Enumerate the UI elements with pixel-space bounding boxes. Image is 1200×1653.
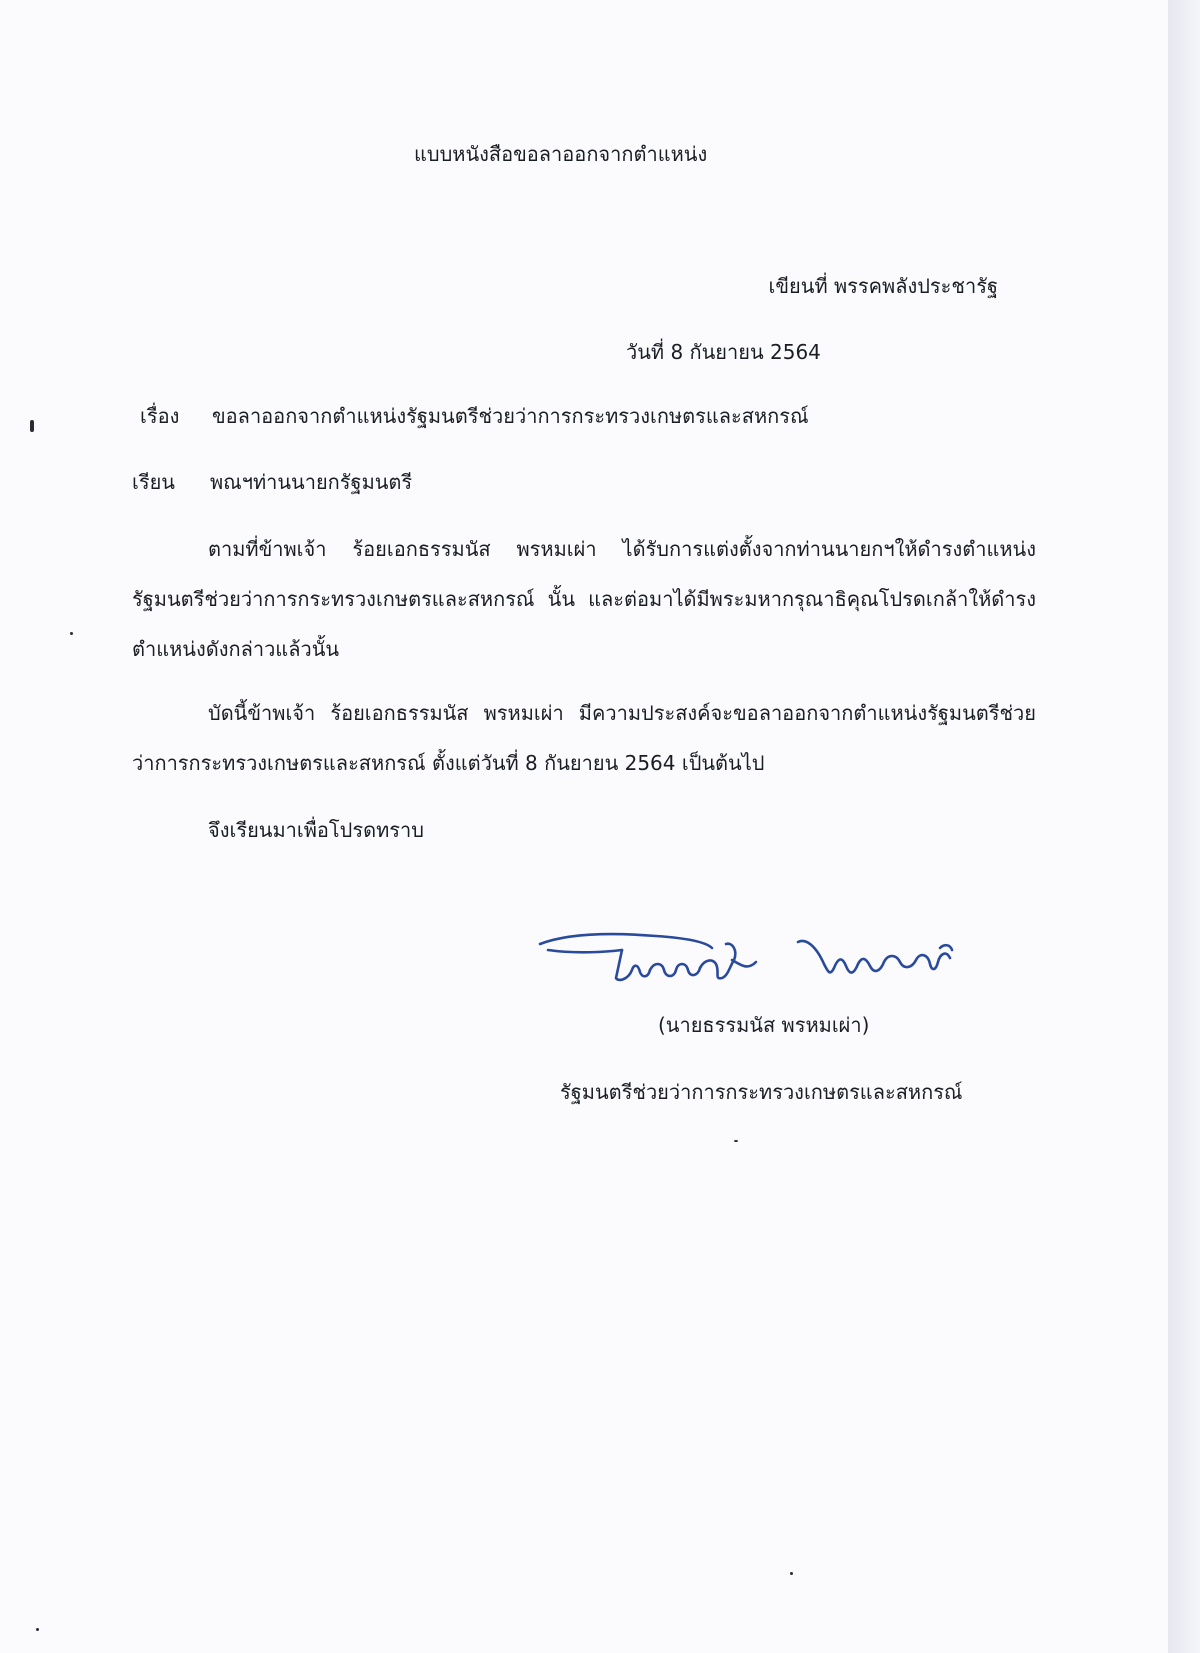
subject-label: เรื่อง [140,404,180,428]
letter-date: วันที่ 8 กันยายน 2564 [626,340,821,364]
scan-speck [734,1140,738,1142]
closing-line: จึงเรียนมาเพื่อโปรดทราบ [208,818,424,842]
recipient-text: พณฯท่านนายกรัฐมนตรี [210,470,413,494]
scan-speck [790,1572,793,1575]
subject-text: ขอลาออกจากตำแหน่งรัฐมนตรีช่วยว่าการกระทรวงเกษตรและสหกรณ์ [212,404,809,428]
recipient-label: เรียน [132,470,175,494]
signer-name: (นายธรรมนัส พรหมเผ่า) [658,1013,870,1037]
body-paragraph-1: ตามที่ข้าพเจ้า ร้อยเอกธรรมนัส พรหมเผ่า ได้รับการแต่งตั้งจากท่านนายกฯให้ดำรงตำแหน่ง รัฐมนตรีช่วยว่าการกระทรวงเกษตรและสหกรณ์ นั้น และต่อมาได้มีพระมหากรุณาธิคุณโปรดเกล้าให้ดำรงตำแหน่งดังกล่าวแล้วนั้น [132,537,1036,661]
written-at: เขียนที่ พรรคพลังประชารัฐ [768,274,998,298]
document-title: แบบหนังสือขอลาออกจากตำแหน่ง [414,142,708,166]
handwritten-signature [536,920,986,1000]
scan-speck [36,1628,39,1631]
signer-position: รัฐมนตรีช่วยว่าการกระทรวงเกษตรและสหกรณ์ [560,1080,963,1104]
body-paragraph-2: บัดนี้ข้าพเจ้า ร้อยเอกธรรมนัส พรหมเผ่า มีความประสงค์จะขอลาออกจากตำแหน่งรัฐมนตรีช่วยว่าการกระทรวงเกษตรและสหกรณ์ ตั้งแต่วันที่ 8 กันยายน 2564 เป็นต้นไป [132,701,1036,775]
scan-speck [70,632,73,635]
scan-edge [1168,0,1200,1653]
scan-speck [30,420,34,432]
